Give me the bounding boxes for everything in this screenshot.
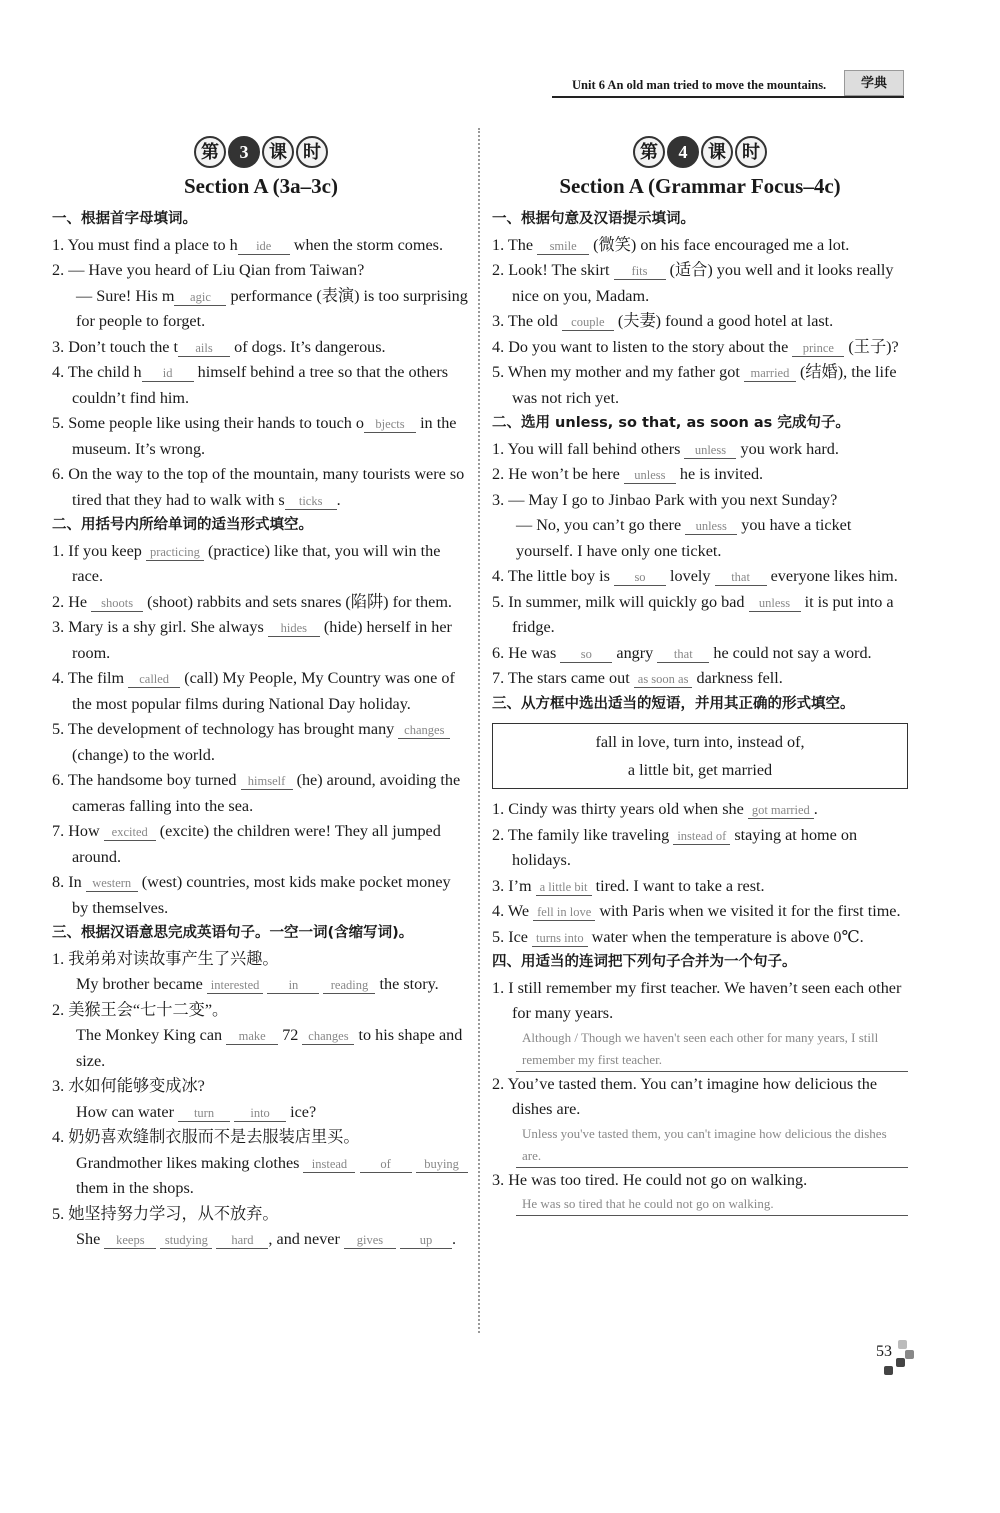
lesson-heading bbox=[52, 136, 470, 172]
answer-blank[interactable]: keeps bbox=[104, 1232, 156, 1249]
section-title: Section A (3a–3c) bbox=[184, 174, 338, 198]
answer-blank[interactable]: as soon as bbox=[634, 671, 693, 688]
answer-blank[interactable]: got married bbox=[748, 802, 814, 819]
answer-line[interactable]: Although / Though we haven't seen each other for many years, I still remember my first teacher. bbox=[516, 1027, 908, 1072]
answer-blank[interactable]: changes bbox=[302, 1028, 354, 1045]
question: 3. The old couple (夫妻) found a good hotel at last. bbox=[492, 312, 834, 330]
question: The Monkey King can make 72 changes to his shape and size. bbox=[76, 1026, 463, 1070]
question-chinese: 5. 她坚持努力学习，从不放弃。 bbox=[52, 1204, 279, 1223]
answer-blank[interactable]: make bbox=[226, 1028, 278, 1045]
answer-blank[interactable]: turns into bbox=[532, 930, 588, 947]
answer-blank[interactable]: buying bbox=[416, 1156, 468, 1173]
part-title: 二、用括号内所给单词的适当形式填空。 bbox=[52, 517, 313, 533]
question: 5. The development of technology has brought many changes (change) to the world. bbox=[52, 717, 470, 768]
question: 2. — Have you heard of Liu Qian from Taiwan? bbox=[52, 261, 365, 279]
page-number: 53 bbox=[876, 1343, 892, 1360]
decor-hex bbox=[884, 1366, 893, 1375]
answer-blank[interactable]: gives bbox=[344, 1232, 396, 1249]
column-divider bbox=[478, 128, 480, 1333]
part-title: 一、根据句意及汉语提示填词。 bbox=[492, 211, 695, 227]
question: — Sure! His m agic performance (表演) is too surprising for people to forget. bbox=[76, 286, 468, 330]
decor-hex bbox=[905, 1350, 914, 1359]
unit-title: Unit 6 An old man tried to move the mountains. bbox=[572, 78, 827, 92]
question: She keeps studying hard , and never gives up . bbox=[76, 1230, 457, 1248]
question: 1. You will fall behind others unless you work hard. bbox=[492, 439, 839, 458]
question: 8. In western (west) countries, most kids make pocket money by themselves. bbox=[52, 873, 451, 917]
question: 5. Ice turns into water when the temperature is above 0℃. bbox=[492, 927, 864, 946]
question-chinese: 2. 美猴王会“七十二变”。 bbox=[52, 1000, 229, 1019]
question: 3. I’m a little bit tired. I want to take a rest. bbox=[492, 876, 765, 895]
question: 4. Do you want to listen to the story about the prince (王子)? bbox=[492, 337, 899, 356]
answer-blank[interactable]: shoots bbox=[91, 595, 143, 612]
answer-blank[interactable]: changes bbox=[398, 722, 450, 739]
answer-blank[interactable]: western bbox=[86, 875, 138, 892]
question: 2. He shoots (shoot) rabbits and sets snares (陷阱) for them. bbox=[52, 592, 452, 611]
lesson-heading bbox=[492, 136, 908, 172]
question: 4. The little boy is so lovely that everyone likes him. bbox=[492, 567, 898, 585]
answer-blank[interactable]: himself bbox=[241, 773, 293, 790]
phrase-box-line: a little bit, get married bbox=[627, 761, 773, 779]
answer-blank[interactable]: fell in love bbox=[533, 904, 595, 921]
answer-blank[interactable]: into bbox=[234, 1105, 286, 1122]
lesson-char: 第 bbox=[194, 136, 226, 168]
answer-blank[interactable]: fits bbox=[614, 263, 666, 280]
question: 7. How excited (excite) the children were! They all jumped around. bbox=[52, 822, 441, 866]
lesson-number: 3 bbox=[228, 136, 260, 168]
question: 6. The handsome boy turned himself (he) around, avoiding the cameras falling into the sea. bbox=[52, 771, 461, 815]
page-header bbox=[552, 72, 904, 98]
question: 3. He was too tired. He could not go on walking. bbox=[492, 1170, 808, 1189]
answer-line-wrap bbox=[492, 1027, 908, 1072]
question: 2. He won’t be here unless he is invited. bbox=[492, 465, 764, 483]
question-chinese: 1. 我弟弟对读故事产生了兴趣。 bbox=[52, 949, 279, 968]
question: 2. You’ve tasted them. You can’t imagine how delicious the dishes are. bbox=[492, 1074, 878, 1118]
answer-blank[interactable]: prince bbox=[792, 340, 844, 357]
question: 3. Don’t touch the t ails of dogs. It’s dangerous. bbox=[52, 337, 386, 356]
question-chinese: 3. 水如何能够变成冰? bbox=[52, 1077, 205, 1095]
question: 2. The family like traveling instead of staying at home on holidays. bbox=[492, 825, 858, 869]
question: 1. I still remember my first teacher. We haven’t seen each other for many years. bbox=[492, 978, 902, 1022]
answer-blank[interactable]: so bbox=[614, 569, 666, 586]
answer-blank[interactable]: instead of bbox=[673, 828, 730, 845]
answer-blank[interactable]: hides bbox=[268, 620, 320, 637]
question: 4. We fell in love with Paris when we visited it for the first time. bbox=[492, 902, 901, 920]
right-column bbox=[492, 136, 908, 1216]
answer-blank[interactable]: instead bbox=[303, 1156, 355, 1173]
answer-blank[interactable]: unless bbox=[624, 467, 676, 484]
phrase-box-line: fall in love, turn into, instead of, bbox=[595, 733, 805, 751]
answer-blank[interactable]: bjects bbox=[364, 416, 416, 433]
question: 1. If you keep practicing (practice) like that, you will win the race. bbox=[52, 541, 441, 585]
answer-line-wrap bbox=[492, 1193, 908, 1216]
answer-blank[interactable]: studying bbox=[160, 1232, 212, 1249]
answer-blank[interactable]: ticks bbox=[285, 493, 337, 510]
answer-blank[interactable]: reading bbox=[323, 977, 375, 994]
lesson-number: 4 bbox=[667, 136, 699, 168]
lesson-char: 时 bbox=[296, 136, 328, 168]
question: 3. — May I go to Jinbao Park with you next Sunday? bbox=[492, 490, 838, 509]
answer-line[interactable]: Unless you've tasted them, you can't imagine how delicious the dishes are. bbox=[516, 1123, 908, 1168]
question: Grandmother likes making clothes instead of buying them in the shops. bbox=[52, 1151, 470, 1202]
answer-blank[interactable]: excited bbox=[104, 824, 156, 841]
question: — No, you can’t go there unless you have a ticket yourself. I have only one ticket. bbox=[516, 516, 852, 560]
part-title: 一、根据首字母填词。 bbox=[52, 211, 197, 227]
answer-blank[interactable]: of bbox=[360, 1156, 412, 1173]
answer-blank[interactable]: couple bbox=[562, 314, 614, 331]
answer-blank[interactable]: ails bbox=[178, 340, 230, 357]
phrase-box bbox=[492, 723, 908, 789]
question: 6. On the way to the top of the mountain, many tourists were so tired that they had to walk with s ticks . bbox=[52, 465, 465, 509]
question: My brother became interested in reading the story. bbox=[76, 975, 439, 993]
left-column bbox=[52, 136, 470, 1253]
answer-blank[interactable]: up bbox=[400, 1232, 452, 1249]
part-title: 三、根据汉语意思完成英语句子。一空一词(含缩写词)。 bbox=[52, 925, 414, 941]
question: How can water turn into ice? bbox=[76, 1102, 317, 1121]
part-title: 三、从方框中选出适当的短语，并用其正确的形式填空。 bbox=[492, 695, 855, 712]
answer-blank[interactable]: interested bbox=[207, 977, 264, 994]
answer-blank[interactable]: that bbox=[657, 646, 709, 663]
lesson-char: 时 bbox=[735, 136, 767, 168]
question: 1. The smile (微笑) on his face encouraged me a lot. bbox=[492, 235, 850, 254]
publisher-logo: 学典 bbox=[844, 70, 904, 96]
answer-blank[interactable]: turn bbox=[178, 1105, 230, 1122]
section-title: Section A (Grammar Focus–4c) bbox=[559, 174, 841, 198]
decor-hex bbox=[898, 1340, 907, 1349]
question: 4. The film called (call) My People, My Country was one of the most popular films during National Day holiday. bbox=[52, 669, 455, 713]
question: 5. When my mother and my father got married (结婚), the life was not rich yet. bbox=[492, 363, 897, 407]
question: 7. The stars came out as soon as darkness fell. bbox=[492, 669, 783, 687]
answer-blank[interactable]: in bbox=[267, 977, 319, 994]
answer-blank[interactable]: smile bbox=[537, 238, 589, 255]
answer-blank[interactable]: so bbox=[560, 646, 612, 663]
answer-line-wrap bbox=[492, 1123, 908, 1168]
question: 5. In summer, milk will quickly go bad unless it is put into a fridge. bbox=[492, 592, 894, 636]
lesson-char: 课 bbox=[701, 136, 733, 168]
answer-blank[interactable]: id bbox=[142, 365, 194, 382]
lesson-char: 第 bbox=[633, 136, 665, 168]
question: 6. He was so angry that he could not say a word. bbox=[492, 643, 872, 662]
lesson-char: 课 bbox=[262, 136, 294, 168]
question: 3. Mary is a shy girl. She always hides (hide) herself in her room. bbox=[52, 618, 452, 662]
answer-line[interactable]: He was so tired that he could not go on walking. bbox=[516, 1193, 908, 1216]
answer-blank[interactable]: called bbox=[128, 671, 180, 688]
answer-blank[interactable]: practicing bbox=[146, 544, 204, 561]
question: 4. The child h id himself behind a tree so that the others couldn’t find him. bbox=[52, 363, 449, 407]
answer-blank[interactable]: a little bit bbox=[536, 879, 592, 896]
answer-blank[interactable]: unless bbox=[685, 518, 737, 535]
question: 1. Cindy was thirty years old when she got married . bbox=[492, 800, 818, 818]
answer-blank[interactable]: ide bbox=[238, 238, 290, 255]
question: 2. Look! The skirt fits (适合) you well and it looks really nice on you, Madam. bbox=[492, 261, 894, 305]
answer-blank[interactable]: that bbox=[715, 569, 767, 586]
answer-blank[interactable]: agic bbox=[174, 289, 226, 306]
answer-blank[interactable]: unless bbox=[749, 595, 801, 612]
decor-hex bbox=[896, 1358, 905, 1367]
question-chinese: 4. 奶奶喜欢缝制衣服而不是去服装店里买。 bbox=[52, 1128, 360, 1146]
answer-blank[interactable]: married bbox=[744, 365, 796, 382]
answer-blank[interactable]: hard bbox=[216, 1232, 268, 1249]
question: 5. Some people like using their hands to touch o bjects in the museum. It’s wrong. bbox=[52, 414, 457, 458]
answer-blank[interactable]: unless bbox=[684, 442, 736, 459]
part-title: 四、用适当的连词把下列句子合并为一个句子。 bbox=[492, 954, 797, 970]
question: 1. You must find a place to h ide when the storm comes. bbox=[52, 235, 444, 254]
part-title: 二、选用 unless, so that, as soon as 完成句子。 bbox=[492, 415, 850, 431]
